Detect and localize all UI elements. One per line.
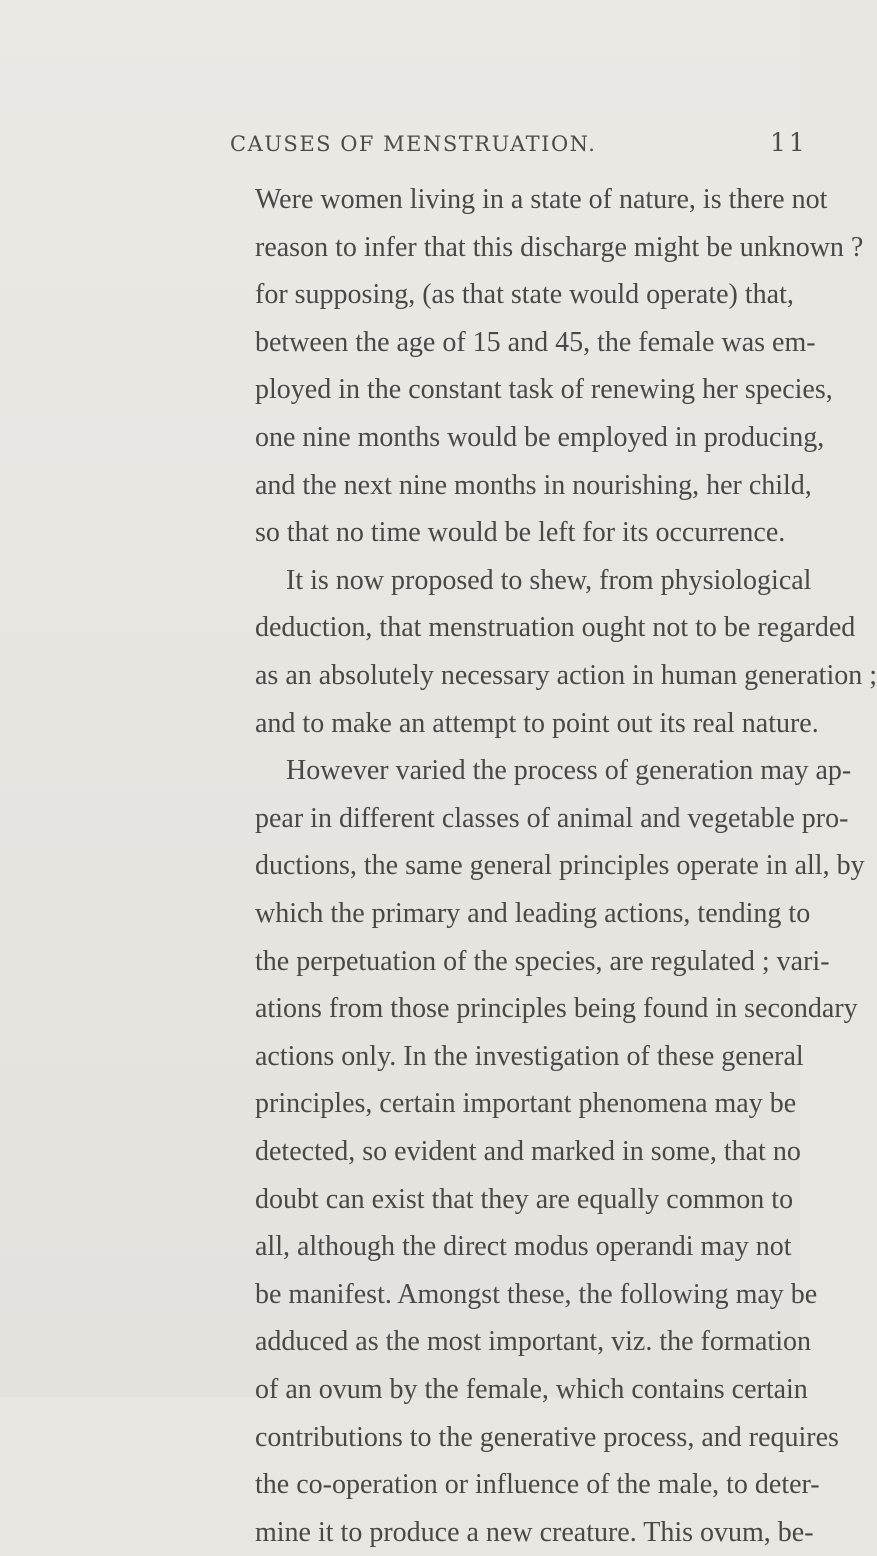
text-line: between the age of 15 and 45, the female was em- [255,326,816,358]
text-line: ations from those principles being found in secondary [255,993,858,1025]
text-line: actions only. In the investigation of these general [255,1040,804,1072]
text-line: mine it to produce a new creature. This ovum, be- [255,1516,814,1548]
text-line: of an ovum by the female, which contains certain [255,1374,808,1405]
text-line: detected, so evident and marked in some, that no [255,1136,801,1167]
running-head [218,118,808,158]
text-line: Were women living in a state of nature, is there not [255,184,828,215]
text-line: for supposing, (as that state would operate) that, [255,279,794,311]
text-line: and to make an attempt to point out its real nature. [255,707,819,739]
text-line: one nine months would be employed in producing, [255,422,825,453]
text-line: deduction, that menstruation ought not to be regarded [255,612,856,644]
text-line: pear in different classes of animal and vegetable pro- [255,802,849,834]
text-line: adduced as the most important, viz. the formation [255,1326,811,1358]
text-line: be manifest. Amongst these, the following may be [255,1278,818,1310]
text-line: reason to infer that this discharge might be unknown ? [255,231,864,263]
text-line: principles, certain important phenomena may be [255,1088,797,1120]
text-line: the co-operation or influence of the male, to deter- [255,1469,820,1501]
text-line: so that no time would be left for its occurrence. [255,517,786,549]
text-line: ployed in the constant task of renewing her species, [255,374,833,406]
text-line: the perpetuation of the species, are regulated ; vari- [255,945,830,977]
paragraph-first-line: It is now proposed to shew, from physiological [286,564,812,596]
text-line: as an absolutely necessary action in human generation ; [255,660,877,691]
text-line: doubt can exist that they are equally common to [255,1183,794,1215]
text-line: ductions, the same general principles operate in all, by [255,850,865,882]
text-line: all, although the direct modus operandi may not [255,1231,792,1263]
paragraph-first-line: However varied the process of generation may ap- [286,755,852,787]
text-line: which the primary and leading actions, tending to [255,898,811,929]
text-line: and the next nine months in nourishing, her child, [255,469,812,501]
page-number: 11 [770,128,808,157]
text-line: contributions to the generative process, and requires [255,1421,839,1453]
running-head-title: CAUSES OF MENSTRUATION. [230,132,597,156]
